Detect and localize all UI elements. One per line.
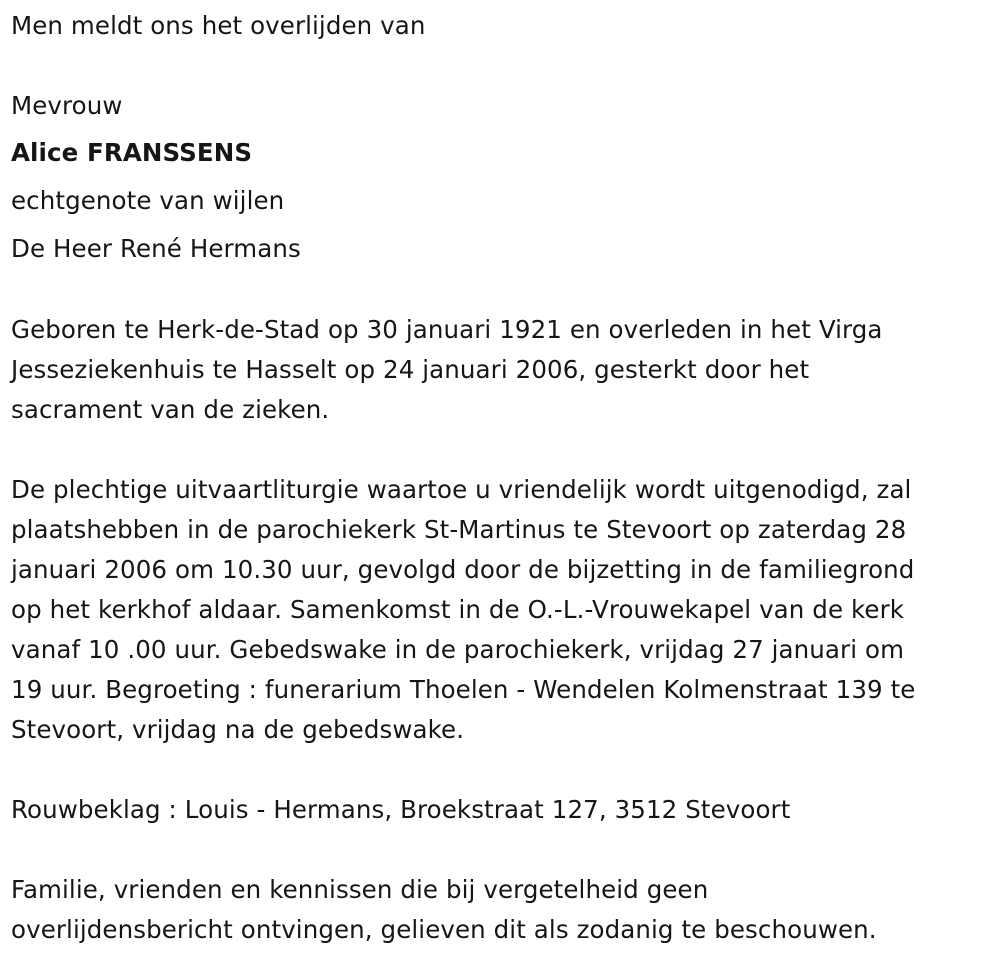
birth-death-line: sacrament van de zieken. <box>11 395 330 424</box>
funeral-line: De plechtige uitvaartliturgie waartoe u vriendelijk wordt uitgenodigd, zal <box>11 475 912 504</box>
funeral-line: januari 2006 om 10.30 uur, gevolgd door de bijzetting in de familiegrond <box>11 555 915 584</box>
funeral-line: op het kerkhof aldaar. Samenkomst in de O.-L.-Vrouwekapel van de kerk <box>11 595 905 624</box>
closing-line: overlijdensbericht ontvingen, gelieven dit als zodanig te beschouwen. <box>11 915 877 944</box>
deceased-name: Alice FRANSSENS <box>11 138 253 167</box>
funeral-line: Stevoort, vrijdag na de gebedswake. <box>11 715 465 744</box>
intro-text: Men meldt ons het overlijden van <box>11 11 426 40</box>
funeral-line: vanaf 10 .00 uur. Gebedswake in de parochiekerk, vrijdag 27 januari om <box>11 635 905 664</box>
funeral-line: 19 uur. Begroeting : funerarium Thoelen - Wendelen Kolmenstraat 139 te <box>11 675 916 704</box>
birth-death-line: Jesseziekenhuis te Hasselt op 24 januari 2006, gesterkt door het <box>11 355 810 384</box>
closing-line: Familie, vrienden en kennissen die bij vergetelheid geen <box>11 875 709 904</box>
birth-death-line: Geboren te Herk-de-Stad op 30 januari 1921 en overleden in het Virga <box>11 315 883 344</box>
deceased-relation: echtgenote van wijlen <box>11 186 285 215</box>
spouse-name: De Heer René Hermans <box>11 234 301 263</box>
funeral-line: plaatshebben in de parochiekerk St-Martinus te Stevoort op zaterdag 28 <box>11 515 907 544</box>
condolences-text: Rouwbeklag : Louis - Hermans, Broekstraat 127, 3512 Stevoort <box>11 795 791 824</box>
deceased-title: Mevrouw <box>11 91 123 120</box>
